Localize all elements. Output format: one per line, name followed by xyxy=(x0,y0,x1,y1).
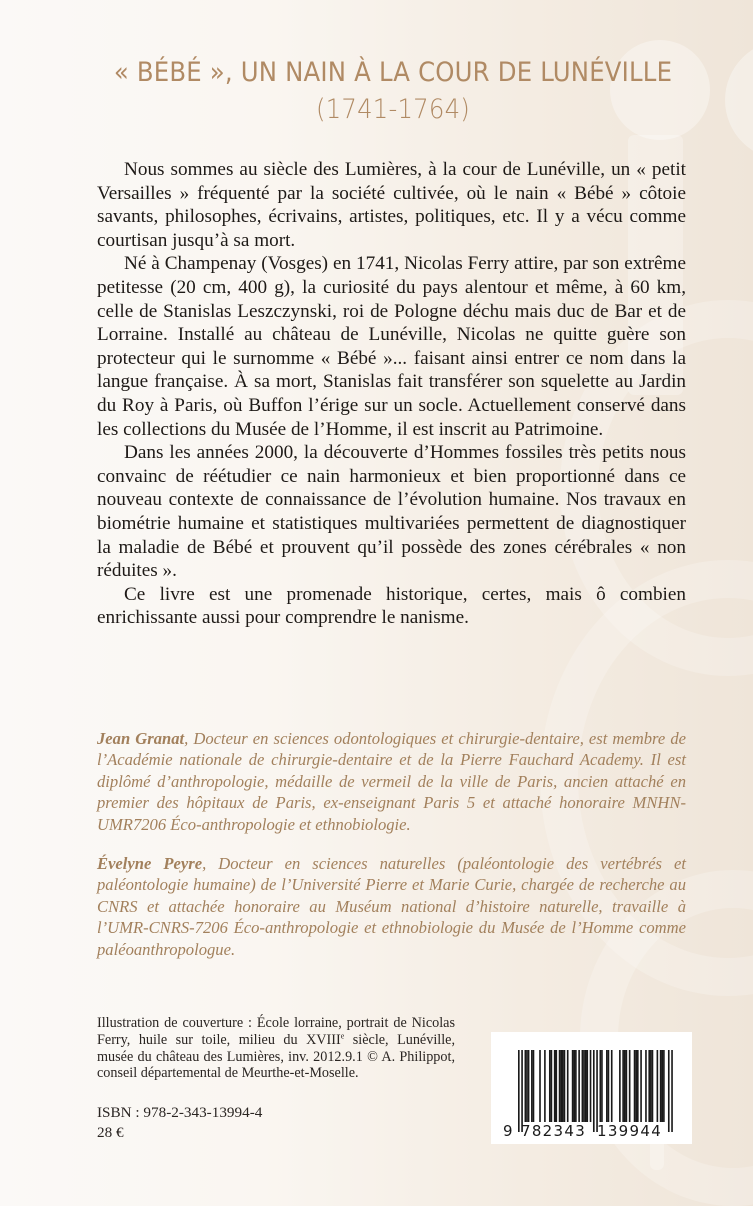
back-cover-blurb xyxy=(97,158,686,630)
blurb-paragraph: Nous sommes au siècle des Lumières, à la cour de Lunéville, un « petit Versailles » fréquenté par la société cultivée, où le nain « Bébé » côtoie savants, philosophes, écrivains, artistes, politiques, etc. Il y a vécu comme courtisan jusqu’à sa mort. xyxy=(97,159,686,251)
illustration-credit xyxy=(97,1015,455,1082)
author-bios xyxy=(97,728,686,978)
author-description: , Docteur en sciences odontologiques et chirurgie-dentaire, est membre de l’Académie nationale de chirurgie-dentaire et de la Pierre Fauchard Academy. Il est diplômé d’anthropologie, médaille de vermeil de la ville de Paris, ancien attaché en premier des hôpitaux de Paris, ex-enseignant Paris 5 et attaché honoraire MNHN-UMR7206 Éco-anthropologie et ethnobiologie. xyxy=(97,729,686,834)
price: 28 € xyxy=(97,1123,124,1141)
barcode-icon xyxy=(491,1032,692,1144)
author-bio xyxy=(97,728,686,835)
barcode-first-digit: 9 xyxy=(503,1122,513,1140)
title-dates: (1741-1764) xyxy=(316,94,470,125)
author-name: Jean Granat xyxy=(97,729,185,748)
barcode-right-digits: 139944 xyxy=(597,1122,663,1140)
credit-superscript: e xyxy=(340,1031,345,1041)
pricing-block xyxy=(97,1103,262,1142)
title-main: « BÉBÉ », UN NAIN À LA COUR DE LUNÉVILLE xyxy=(113,57,673,88)
credit-text: siècle, Lunéville, musée du château des Lumières, inv. 2012.9.1 © A. Philippot, conseil départemental de Meurthe-et-Moselle. xyxy=(97,1031,455,1082)
isbn-number: ISBN : 978-2-343-13994-4 xyxy=(97,1104,263,1121)
barcode-left-digits: 782343 xyxy=(521,1122,587,1140)
blurb-paragraph: Dans les années 2000, la découverte d’Hommes fossiles très petits nous convainc de réétudier ce nain harmonieux et bien proportionné dans ce nouveau contexte de connaissance de l’évolution humaine. Nos travaux en biométrie humaine et statistiques multivariées permettent de diagnostiquer la maladie de Bébé et prouvent qu’il possède des zones cérébrales « non réduites ». xyxy=(97,442,686,582)
book-title xyxy=(0,56,753,128)
credit-text: Illustration de couverture : École lorraine, portrait de Nicolas Ferry, huile sur toile, milieu du XVIII xyxy=(97,1015,455,1048)
author-bio xyxy=(97,853,686,960)
author-description: , Docteur en sciences naturelles (paléontologie des vertébrés et paléontologie humaine) de l’Université Pierre et Marie Curie, chargée de recherche au CNRS et attachée honoraire au Muséum national d’histoire naturelle, travaille à l’UMR-CNRS-7206 Éco-anthropologie et ethnobiologie du Musée de l’Homme comme paléoanthropologue. xyxy=(97,854,686,959)
author-name: Évelyne Peyre xyxy=(97,854,203,874)
blurb-paragraph: Né à Champenay (Vosges) en 1741, Nicolas Ferry attire, par son extrême petitesse (20 cm, 400 g), la curiosité du pays alentour et même, à 60 km, celle de Stanislas Leszczynski, roi de Pologne déchu mais duc de Bar et de Lorraine. Installé au château de Lunéville, Nicolas ne quitte guère son protecteur qui le surnomme « Bébé »... faisant ainsi entrer ce nom dans la langue française. À sa mort, Stanislas fait transférer son squelette au Jardin du Roy à Paris, où Buffon l’érige sur un socle. Actuellement conservé dans les collections du Musée de l’Homme, il est inscrit au Patrimoine. xyxy=(97,253,686,440)
isbn-barcode xyxy=(491,1032,692,1144)
blurb-paragraph: Ce livre est une promenade historique, certes, mais ô combien enrichissante aussi pour comprendre le nanisme. xyxy=(97,583,686,629)
